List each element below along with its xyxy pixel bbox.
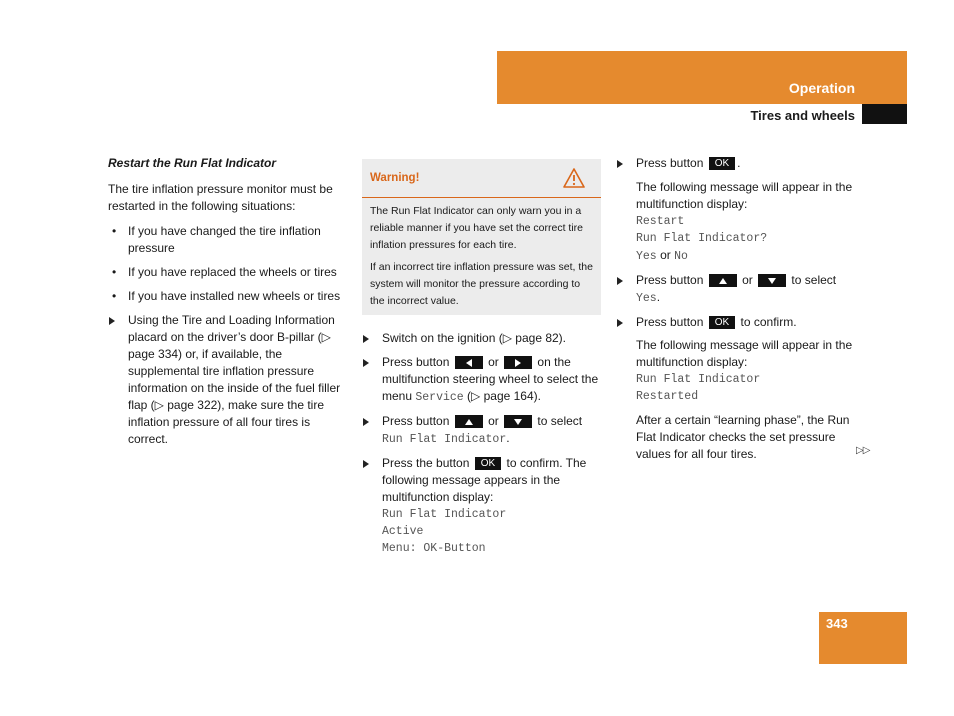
closing-text: After a certain “learning phase”, the Run Flat Indicator checks the set pressure values for all four tires. bbox=[636, 413, 850, 461]
display-line: Yes or No bbox=[636, 248, 688, 263]
warning-paragraph: The Run Flat Indicator can only warn you in a reliable manner if you have set the correct tire inflation pressures for each tire. bbox=[370, 205, 584, 251]
warning-triangle-icon bbox=[563, 168, 585, 193]
section-tab-marker bbox=[862, 104, 907, 124]
warning-divider bbox=[362, 197, 601, 198]
instruction-step: Press button or to select Yes. bbox=[616, 272, 856, 307]
instruction-step: Using the Tire and Loading Information placard on the driver’s door B-pillar (▷ page 334) or, if available, the supplemental tire inflation pressure information on the inside of the fuel filler flap (▷ page 322), make sure the tire inflation pressure of all four tires is correct. bbox=[108, 312, 348, 448]
list-item: • If you have changed the tire inflation pressure bbox=[112, 224, 321, 255]
instruction-step: Press button OK to confirm. bbox=[616, 314, 856, 331]
continued-marker: ▷▷ bbox=[856, 445, 870, 456]
column-left bbox=[108, 155, 348, 455]
arrow-up-key-icon bbox=[455, 415, 483, 428]
display-line: Run Flat Indicator? bbox=[636, 232, 768, 245]
display-line: Restarted bbox=[636, 390, 699, 403]
arrow-up-key-icon bbox=[709, 274, 737, 287]
page-number: 343 bbox=[826, 616, 848, 631]
instruction-step: Press the button OK to confirm. The following message appears in the multifunction display: bbox=[362, 455, 602, 506]
list-item: • If you have installed new wheels or tires bbox=[112, 289, 341, 303]
warning-text bbox=[370, 203, 594, 315]
ok-key-icon: OK bbox=[475, 457, 501, 470]
section-title: Operation bbox=[788, 80, 855, 96]
instruction-step: Press button or on the multifunction steering wheel to select the menu Service (▷ page 164). bbox=[362, 354, 602, 406]
ok-key-icon: OK bbox=[709, 157, 735, 170]
ok-key-icon: OK bbox=[709, 316, 735, 329]
column-middle bbox=[362, 330, 602, 557]
intro-text: The tire inflation pressure monitor must be restarted in the following situations: bbox=[108, 182, 333, 213]
instruction-step: Press button or to select Run Flat Indicator. bbox=[362, 413, 602, 448]
instruction-step: Switch on the ignition (▷ page 82). bbox=[362, 330, 602, 347]
section-heading: Restart the Run Flat Indicator bbox=[108, 156, 277, 170]
message-text: The following message will appear in the multifunction display: bbox=[636, 338, 853, 369]
column-right bbox=[616, 155, 856, 463]
warning-title: Warning! bbox=[370, 172, 420, 184]
arrow-right-key-icon bbox=[504, 356, 532, 369]
display-line: Active bbox=[382, 525, 424, 538]
subsection-title: Tires and wheels bbox=[750, 108, 855, 123]
list-item: • If you have replaced the wheels or tires bbox=[112, 265, 337, 279]
display-line: Run Flat Indicator bbox=[382, 508, 507, 521]
arrow-down-key-icon bbox=[758, 274, 786, 287]
header-band bbox=[497, 51, 907, 104]
display-line: Restart bbox=[636, 215, 685, 228]
display-line: Run Flat Indicator bbox=[636, 373, 761, 386]
display-line: Menu: OK-Button bbox=[382, 542, 486, 555]
instruction-step: Press button OK . bbox=[616, 155, 856, 172]
warning-paragraph: If an incorrect tire inflation pressure was set, the system will monitor the pressure according to the incorrect value. bbox=[370, 261, 593, 307]
arrow-down-key-icon bbox=[504, 415, 532, 428]
arrow-left-key-icon bbox=[455, 356, 483, 369]
message-text: The following message will appear in the multifunction display: bbox=[636, 180, 853, 211]
